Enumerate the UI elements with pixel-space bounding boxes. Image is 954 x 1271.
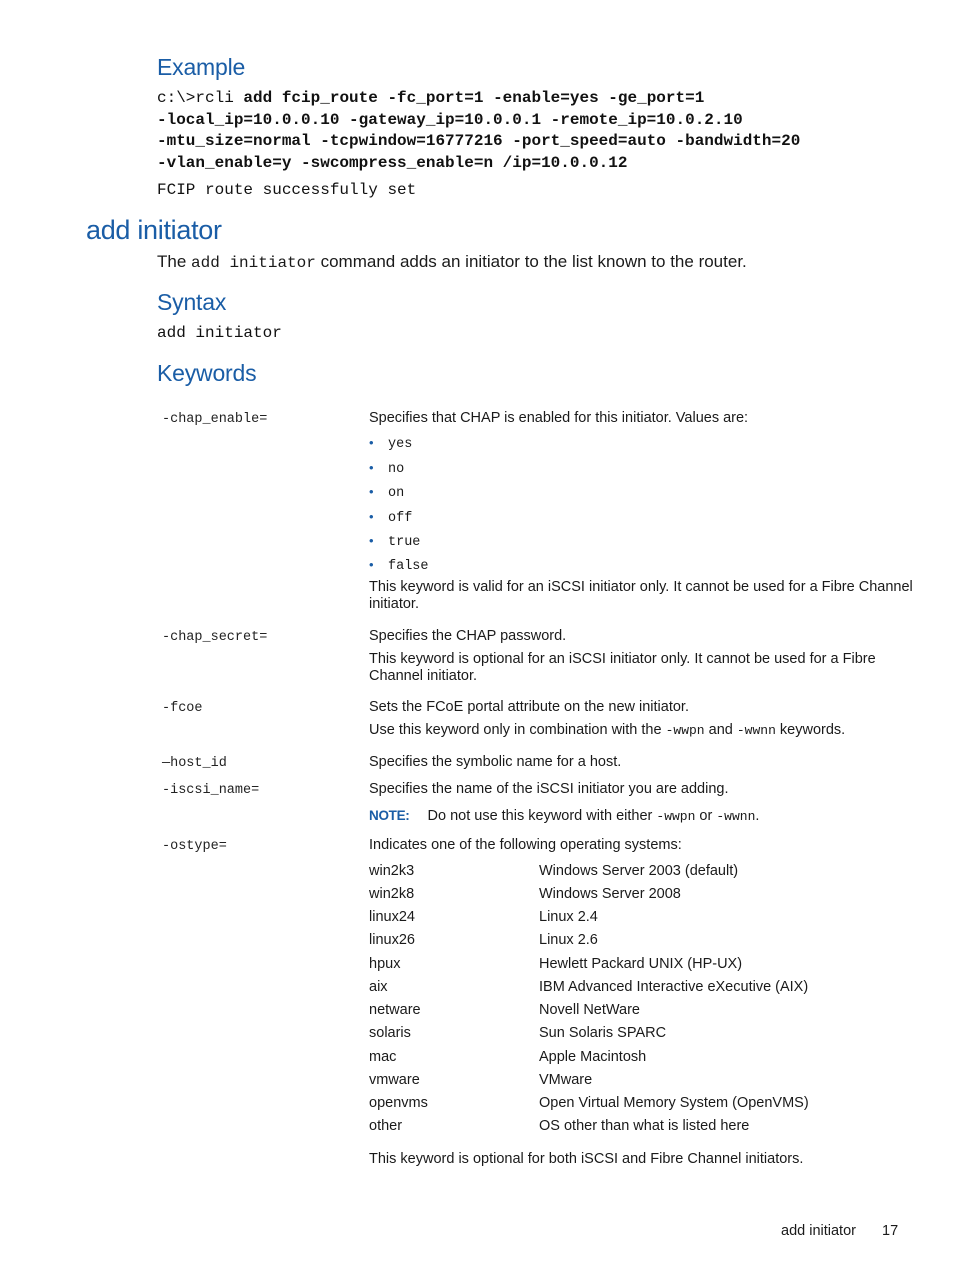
intro-code: add initiator <box>191 254 316 272</box>
chap-enable-desc: Specifies that CHAP is enabled for this initiator. Values are: <box>369 410 749 426</box>
ostype-desc: Indicates one of the following operating systems: <box>369 837 682 853</box>
host-id-desc: Specifies the symbolic name for a host. <box>369 754 622 770</box>
os-key: openvms <box>369 1095 428 1111</box>
os-value: IBM Advanced Interactive eXecutive (AIX) <box>539 979 809 995</box>
os-value: VMware <box>539 1072 593 1088</box>
usage-code: -wwpn <box>665 723 705 738</box>
os-key: aix <box>369 979 388 995</box>
table-row <box>369 932 598 948</box>
os-key: solaris <box>369 1025 411 1041</box>
example-code-line: -local_ip=10.0.0.10 -gateway_ip=10.0.0.1 -remote_ip=10.0.2.10 <box>157 110 743 129</box>
note-text: Do not use this keyword with either <box>427 808 657 824</box>
table-row <box>369 1118 750 1134</box>
table-row <box>369 909 598 925</box>
os-key: other <box>369 1118 403 1134</box>
list-item <box>369 460 404 477</box>
value-text: true <box>388 535 421 550</box>
os-value: Linux 2.6 <box>539 932 598 948</box>
keywords-heading: Keywords <box>157 360 257 386</box>
example-code-block <box>157 88 800 174</box>
os-value: Linux 2.4 <box>539 909 598 925</box>
value-text: yes <box>388 437 413 452</box>
section-intro <box>157 252 747 272</box>
example-heading: Example <box>157 54 246 80</box>
os-value: Novell NetWare <box>539 1002 640 1018</box>
value-text: no <box>388 462 405 477</box>
usage-text: Use this keyword only in combination with the <box>369 722 666 738</box>
page-number: 17 <box>882 1223 899 1239</box>
section-title: add initiator <box>86 215 222 245</box>
os-key: win2k3 <box>369 863 415 879</box>
example-output: FCIP route successfully set <box>157 181 417 199</box>
os-value: Windows Server 2008 <box>539 886 681 902</box>
note-label: NOTE: <box>369 808 410 823</box>
table-row <box>369 1002 640 1018</box>
bullet-icon: • <box>369 435 374 450</box>
os-key: netware <box>369 1002 421 1018</box>
value-text: false <box>388 559 429 574</box>
intro-text: command adds an initiator to the list known to the router. <box>315 252 747 271</box>
os-value: Apple Macintosh <box>539 1049 647 1065</box>
iscsi-name-note <box>369 807 759 825</box>
example-code-line: add fcip_route -fc_port=1 -enable=yes -ge_port=1 <box>243 89 705 107</box>
table-row <box>369 886 681 902</box>
keyword-fcoe: -fcoe <box>162 701 203 716</box>
keyword-host-id: —host_id <box>162 756 227 771</box>
list-item <box>369 557 429 574</box>
note-line: This keyword is valid for an iSCSI initiator only. It cannot be used for a Fibre Channel <box>369 579 913 595</box>
os-value: Hewlett Packard UNIX (HP-UX) <box>539 956 743 972</box>
table-row <box>369 1025 667 1041</box>
example-code-line: -vlan_enable=y -swcompress_enable=n /ip=10.0.0.12 <box>157 153 628 172</box>
bullet-icon: • <box>369 484 374 499</box>
keyword-iscsi-name: -iscsi_name= <box>162 783 260 798</box>
note-line: This keyword is optional for an iSCSI initiator only. It cannot be used for a Fibre <box>369 651 876 667</box>
os-key: win2k8 <box>369 886 415 902</box>
chap-enable-note <box>369 579 913 613</box>
iscsi-name-desc: Specifies the name of the iSCSI initiator you are adding. <box>369 781 729 797</box>
os-key: linux24 <box>369 909 415 925</box>
fcoe-desc: Sets the FCoE portal attribute on the new initiator. <box>369 699 689 715</box>
table-row <box>369 1072 593 1088</box>
note-code: -wwnn <box>716 809 756 824</box>
os-value: OS other than what is listed here <box>539 1118 750 1134</box>
table-row <box>369 1095 809 1111</box>
note-code: -wwpn <box>656 809 696 824</box>
os-value: Open Virtual Memory System (OpenVMS) <box>539 1095 809 1111</box>
note-text: . <box>755 808 760 824</box>
list-item <box>369 509 412 526</box>
usage-code: -wwnn <box>736 723 776 738</box>
os-key: mac <box>369 1049 397 1065</box>
bullet-icon: • <box>369 509 374 524</box>
ostype-footer-note: This keyword is optional for both iSCSI and Fibre Channel initiators. <box>369 1151 804 1167</box>
note-line: initiator. <box>369 596 419 612</box>
os-key: hpux <box>369 956 401 972</box>
example-prompt: c:\>rcli <box>157 89 244 107</box>
value-text: on <box>388 486 405 501</box>
footer-label: add initiator <box>781 1223 856 1239</box>
keyword-chap-secret: -chap_secret= <box>162 630 268 645</box>
table-row <box>369 956 743 972</box>
keyword-ostype: -ostype= <box>162 839 227 854</box>
note-line: Channel initiator. <box>369 668 478 684</box>
fcoe-usage <box>369 722 845 739</box>
usage-text: keywords. <box>775 722 846 738</box>
list-item <box>369 533 420 550</box>
table-row <box>369 863 739 879</box>
bullet-icon: • <box>369 460 374 475</box>
usage-text: and <box>704 722 737 738</box>
syntax-command: add initiator <box>157 324 282 342</box>
os-key: vmware <box>369 1072 420 1088</box>
chap-secret-desc: Specifies the CHAP password. <box>369 628 567 644</box>
list-item <box>369 435 412 452</box>
example-code-line: -mtu_size=normal -tcpwindow=16777216 -port_speed=auto -bandwidth=20 <box>157 132 801 150</box>
value-text: off <box>388 511 413 526</box>
list-item <box>369 484 404 501</box>
os-value: Sun Solaris SPARC <box>539 1025 667 1041</box>
os-key: linux26 <box>369 932 415 948</box>
intro-text: The <box>157 252 192 271</box>
os-value: Windows Server 2003 (default) <box>539 863 739 879</box>
syntax-heading: Syntax <box>157 289 227 315</box>
table-row <box>369 1049 647 1065</box>
note-text: or <box>695 808 717 824</box>
table-row <box>369 979 809 995</box>
keyword-chap-enable: -chap_enable= <box>162 412 268 427</box>
bullet-icon: • <box>369 557 374 572</box>
chap-secret-note <box>369 651 876 685</box>
bullet-icon: • <box>369 533 374 548</box>
